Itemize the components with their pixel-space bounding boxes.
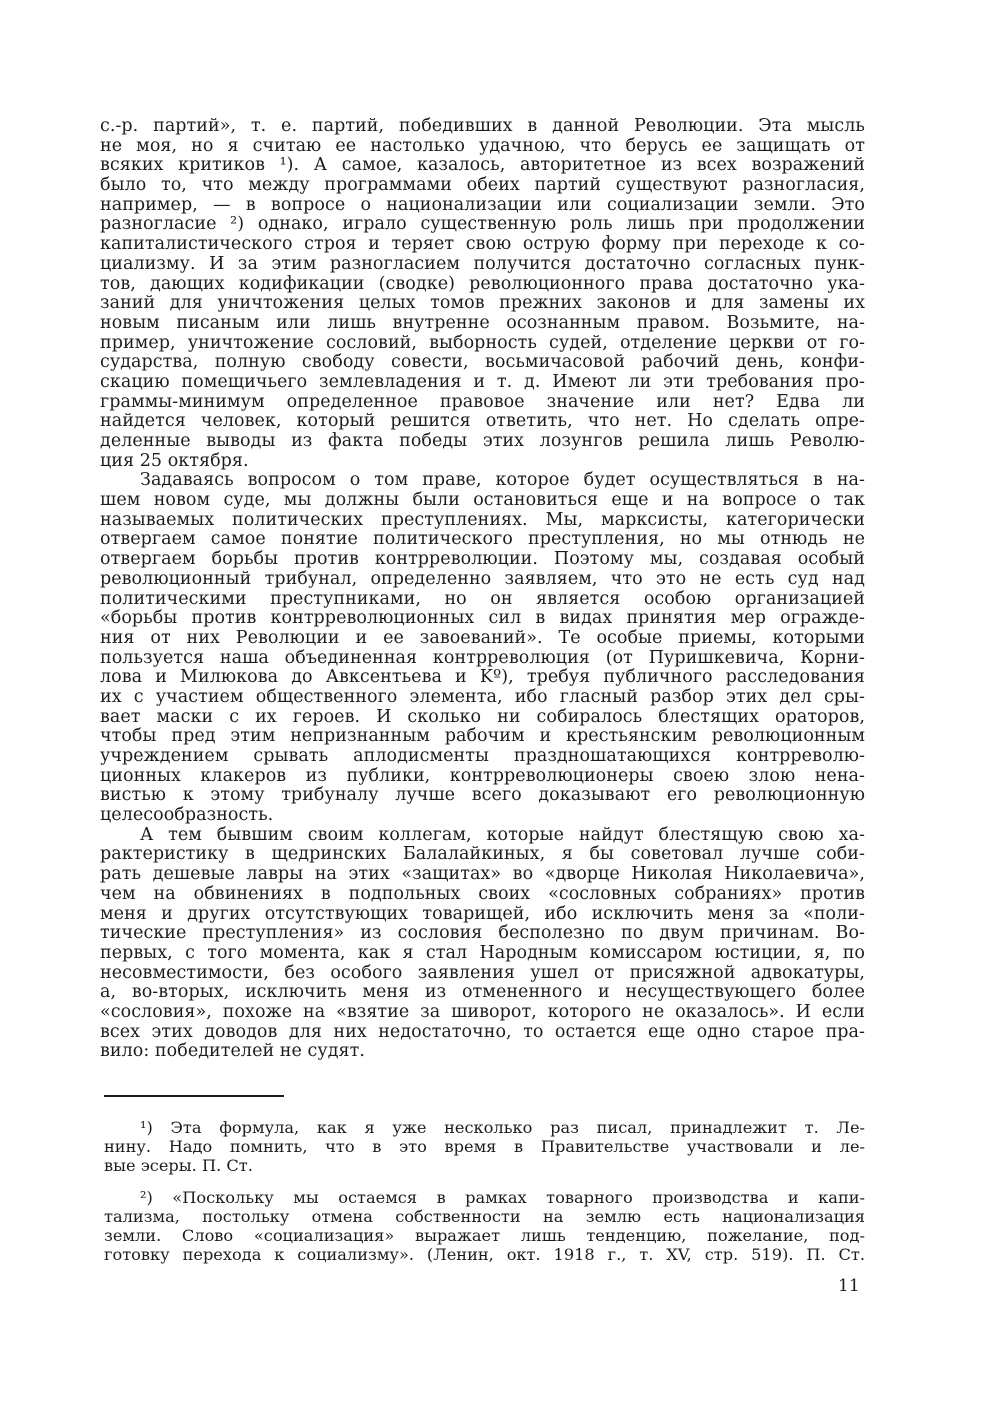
text-line: несовместимости, без особого заявления ушел от присяжной адвокатуры, — [100, 962, 865, 983]
text-line: чтобы пред этим непризнанным рабочим и крестьянским революционным — [100, 726, 865, 747]
text-line: отвергаем самое понятие политического преступления, но мы отнюдь не — [100, 529, 865, 550]
text-line: заний для уничтожения целых томов прежних законов и для замены их — [100, 293, 865, 314]
footnote-line: тализма, постольку отмена собственности на землю есть национализация — [104, 1206, 865, 1226]
text-line: циализму. И за этим разногласием получится достаточно согласных пунк- — [100, 253, 865, 274]
text-line: разногласие ²) однако, играло существенную роль лишь при продолжении — [100, 214, 865, 235]
text-line: не моя, но я считаю ее настолько удачною, что берусь ее защищать от — [100, 135, 865, 156]
text-line: рактеристику в щедринских Балалайкиных, я бы советовал лучше соби- — [100, 844, 865, 865]
text-line: новым писаным или лишь внутренне осознанным правом. Возьмите, на- — [100, 312, 865, 333]
page-number: 11 — [838, 1276, 860, 1296]
text-line: вистью к этому трибуналу лучше всего доказывают его революционную — [100, 785, 865, 806]
text-line: было то, что между программами обеих партий существуют разногласия, — [100, 175, 865, 196]
text-line: отвергаем борьбы против контрреволюции. Поэтому мы, создавая особый — [100, 549, 865, 570]
text-line: пример, уничтожение сословий, выборность судей, отделение церкви от го- — [100, 332, 865, 353]
footnote-line: земли. Слово «социализация» выражает лишь тенденцию, пожелание, под- — [104, 1225, 865, 1245]
text-line: вает маски с их героев. И сколько ни собиралось блестящих ораторов, — [100, 706, 865, 727]
text-line: ния от них Революции и ее завоеваний». Те особые приемы, которыми — [100, 627, 865, 648]
footnote-line: готовку перехода к социализму». (Ленин, окт. 1918 г., т. XV, стр. 519). П. Ст. — [104, 1245, 865, 1265]
footnote-divider — [104, 1095, 284, 1097]
text-line: капиталистического строя и теряет свою острую форму при переходе к со- — [100, 234, 865, 255]
footnotes — [104, 1118, 865, 1264]
text-line: тов, дающих кодификации (сводке) революционного права достаточно ука- — [100, 273, 865, 294]
text-line: ция 25 октября. — [100, 450, 249, 471]
footnote-line: нину. Надо помнить, что в это время в Правительстве участвовали и ле- — [104, 1137, 865, 1157]
text-line: А тем бывшим своим коллегам, которые найдут блестящую свою ха- — [140, 824, 865, 845]
text-line: например, — в вопросе о национализации или социализации земли. Это — [100, 194, 865, 215]
text-line: лова и Милюкова до Авксентьева и Kº), требуя публичного расследования — [100, 667, 865, 688]
text-line: шем новом суде, мы должны были остановиться еще и на вопросе о так — [100, 490, 865, 511]
text-line: революционный трибунал, определенно заявляем, что это не есть суд над — [100, 568, 865, 589]
main-text — [100, 117, 865, 1062]
text-line: с.-р. партий», т. е. партий, победивших в данной Революции. Эта мысль — [100, 116, 865, 136]
text-line: их с участием общественного элемента, ибо гласный разбор этих дел сры- — [100, 686, 865, 707]
footnote-line: ¹) Эта формула, как я уже несколько раз писал, принадлежит т. Ле- — [140, 1118, 865, 1137]
footnote-line: вые эсеры. П. Ст. — [104, 1156, 253, 1176]
text-line: «борьбы против контрреволюционных сил в видах принятия мер огражде- — [100, 608, 865, 629]
text-line: меня и других отсутствующих товарищей, ибо исключить меня за «поли- — [100, 903, 865, 924]
text-line: учреждением срывать аплодисменты праздношатающихся контрреволю- — [100, 746, 865, 766]
footnote-line: ²) «Поскольку мы остаемся в рамках товарного производства и капи- — [140, 1187, 865, 1207]
text-line: Задаваясь вопросом о том праве, которое будет осуществляться в на- — [140, 470, 865, 491]
text-line: называемых политических преступлениях. Мы, марксисты, категорически — [100, 509, 865, 530]
text-line: граммы-минимум определенное правовое значение или нет? Едва ли — [100, 391, 865, 412]
text-line: найдется человек, который решится ответить, что нет. Но сделать опре- — [100, 411, 865, 432]
text-line: целесообразность. — [100, 805, 274, 826]
text-line: всяких критиков ¹). А самое, казалось, авторитетное из всех возражений — [100, 155, 865, 176]
text-line: вило: победителей не судят. — [100, 1041, 365, 1062]
text-line: чем на обвинениях в подпольных своих «сословных собраниях» против — [100, 883, 865, 904]
text-line: а, во-вторых, исключить меня из отмененного и несуществующего более — [100, 982, 865, 1003]
text-line: сударства, полную свободу совести, восьмичасовой рабочий день, конфи- — [100, 352, 865, 373]
text-line: «сословия», похоже на «взятие за шиворот, которого не оказалось». И если — [100, 1001, 865, 1022]
text-line: рать дешевые лавры на этих «защитах» во «дворце Николая Николаевича», — [100, 864, 865, 885]
text-line: скацию помещичьего землевладения и т. д. Имеют ли эти требования про- — [100, 371, 865, 392]
text-line: пользуется наша объединенная контрреволюция (от Пуришкевича, Корни- — [100, 647, 865, 668]
text-line: ционных клакеров из публики, контрреволюционеры своею злою нена- — [100, 765, 865, 786]
text-line: тические преступления» из сословия бесполезно по двум причинам. Во- — [100, 923, 865, 944]
text-line: всех этих доводов для них недостаточно, то остается еще одно старое пра- — [100, 1021, 865, 1042]
text-line: политическими преступниками, но он является особою организацией — [100, 588, 865, 609]
text-line: деленные выводы из факта победы этих лозунгов решила лишь Револю- — [100, 431, 865, 451]
text-line: первых, с того момента, как я стал Народным комиссаром юстиции, я, по — [100, 942, 865, 963]
